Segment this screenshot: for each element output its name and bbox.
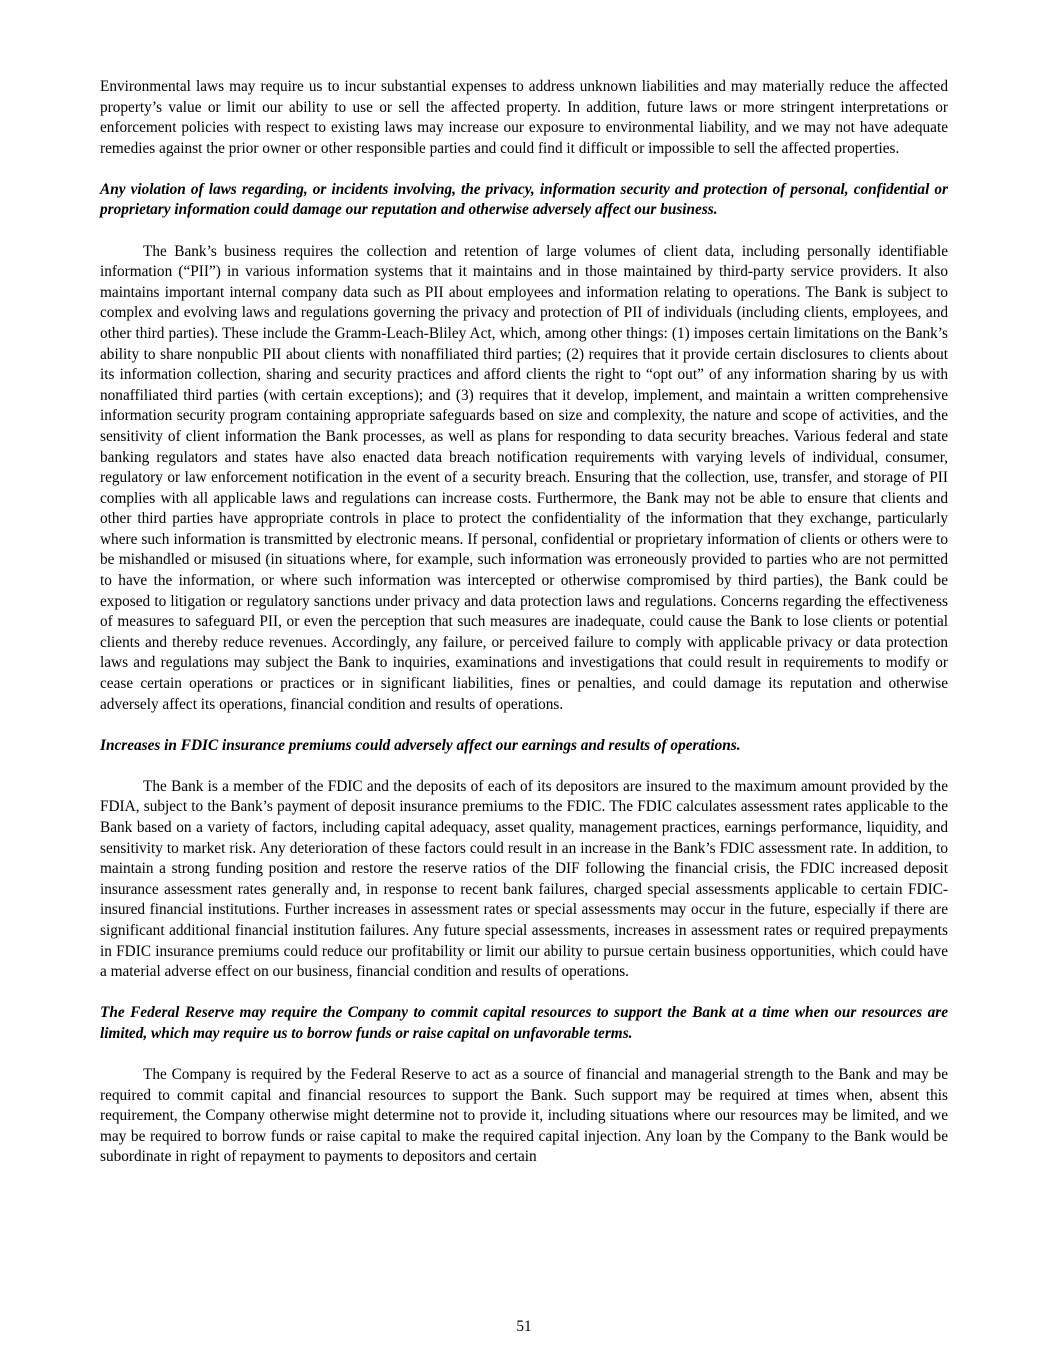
body-paragraph-privacy: The Bank’s business requires the collection and retention of large volumes of client data, including personally identifiable information (“PII”) in various information systems that it maintains and in those maintained by third-party service providers. It also maintains important internal company data such as PII about employees and information relating to operations. The Bank is subject to complex and evolving laws and regulations governing the privacy and protection of PII of individuals (including clients, employees, and other third parties). These include the Gramm-Leach-Bliley Act, which, among other things: (1) imposes certain limitations on the Bank’s ability to share nonpublic PII about clients with nonaffiliated third parties; (2) requires that it provide certain disclosures to clients about its information collection, sharing and security practices and afford clients the right to “opt out” of any information sharing by us with nonaffiliated third parties (with certain exceptions); and (3) requires that it develop, implement, and maintain a written comprehensive information security program containing appropriate safeguards based on size and complexity, the nature and scope of activities, and the sensitivity of client information the Bank processes, as well as plans for responding to data security breaches. Various federal and state banking regulators and states have also enacted data breach notification requirements with varying levels of individual, consumer, regulatory or law enforcement notification in the event of a security breach. Ensuring that the collection, use, transfer, and storage of PII complies with all applicable laws and regulations can increase costs. Furthermore, the Bank may not be able to ensure that clients and other third parties have appropriate controls in place to protect the confidentiality of the information that they exchange, particularly where such information is transmitted by electronic means. If personal, confidential or proprietary information of clients or others were to be mishandled or misused (in situations where, for example, such information was erroneously provided to parties who are not permitted to have the information, or where such information was intercepted or otherwise compromised by third parties), the Bank could be exposed to litigation or regulatory sanctions under privacy and data protection laws and regulations. Concerns regarding the effectiveness of measures to safeguard PII, or even the perception that such measures are inadequate, could cause the Bank to lose clients or potential clients and thereby reduce revenues. Accordingly, any failure, or perceived failure to comply with applicable privacy or data protection laws and regulations may subject the Bank to inquiries, examinations and investigations that could result in requirements to modify or cease certain operations or practices or in significant liabilities, fines or penalties, and could damage its reputation and otherwise adversely affect its operations, financial condition and results of operations. — [100, 242, 948, 713]
section-heading-federal-reserve: The Federal Reserve may require the Company to commit capital resources to support the Bank at a time when our resources are limited, which may require us to borrow funds or raise capital on unfavorable terms. — [100, 1004, 948, 1042]
document-page — [100, 77, 948, 1188]
body-paragraph-fdic: The Bank is a member of the FDIC and the deposits of each of its depositors are insured to the maximum amount provided by the FDIA, subject to the Bank’s payment of deposit insurance premiums to the FDIC. The FDIC calculates assessment rates applicable to the Bank based on a variety of factors, including capital adequacy, asset quality, management practices, earnings performance, liquidity, and sensitivity to market risk. Any deterioration of these factors could result in an increase in the Bank’s FDIC assessment rate. In addition, to maintain a strong funding position and restore the reserve ratios of the DIF following the financial crisis, the FDIC increased deposit insurance assessment rates generally and, in response to recent bank failures, charged special assessments applicable to certain FDIC-insured financial institutions. Further increases in assessment rates or special assessments may occur in the future, especially if there are significant additional financial institution failures. Any future special assessments, increases in assessment rates or required prepayments in FDIC insurance premiums could reduce our profitability or limit our ability to pursue certain business opportunities, which could have a material adverse effect on our business, financial condition and results of operations. — [100, 777, 948, 981]
section-heading-fdic: Increases in FDIC insurance premiums could adversely affect our earnings and results of operations. — [100, 736, 741, 754]
body-paragraph-federal-reserve: The Company is required by the Federal Reserve to act as a source of financial and managerial strength to the Bank and may be required to commit capital and financial resources to support the Bank. Such support may be required at times when, absent this requirement, the Company otherwise might determine not to provide it, including situations where our resources may be limited, and we may be required to borrow funds or raise capital to make the required capital injection. Any loan by the Company to the Bank would be subordinate in right of repayment to payments to depositors and certain — [100, 1065, 948, 1166]
body-paragraph-environmental: Environmental laws may require us to incur substantial expenses to address unknown liabilities and may materially reduce the affected property’s value or limit our ability to use or sell the affected property. In addition, future laws or more stringent interpretations or enforcement policies with respect to existing laws may increase our exposure to environmental liability, and we may not have adequate remedies against the prior owner or other responsible parties and could find it difficult or impossible to sell the affected properties. — [100, 78, 948, 157]
section-heading-privacy: Any violation of laws regarding, or incidents involving, the privacy, information security and protection of personal, confidential or proprietary information could damage our reputation and otherwise adversely affect our business. — [100, 180, 948, 219]
page-number: 51 — [516, 1318, 532, 1335]
